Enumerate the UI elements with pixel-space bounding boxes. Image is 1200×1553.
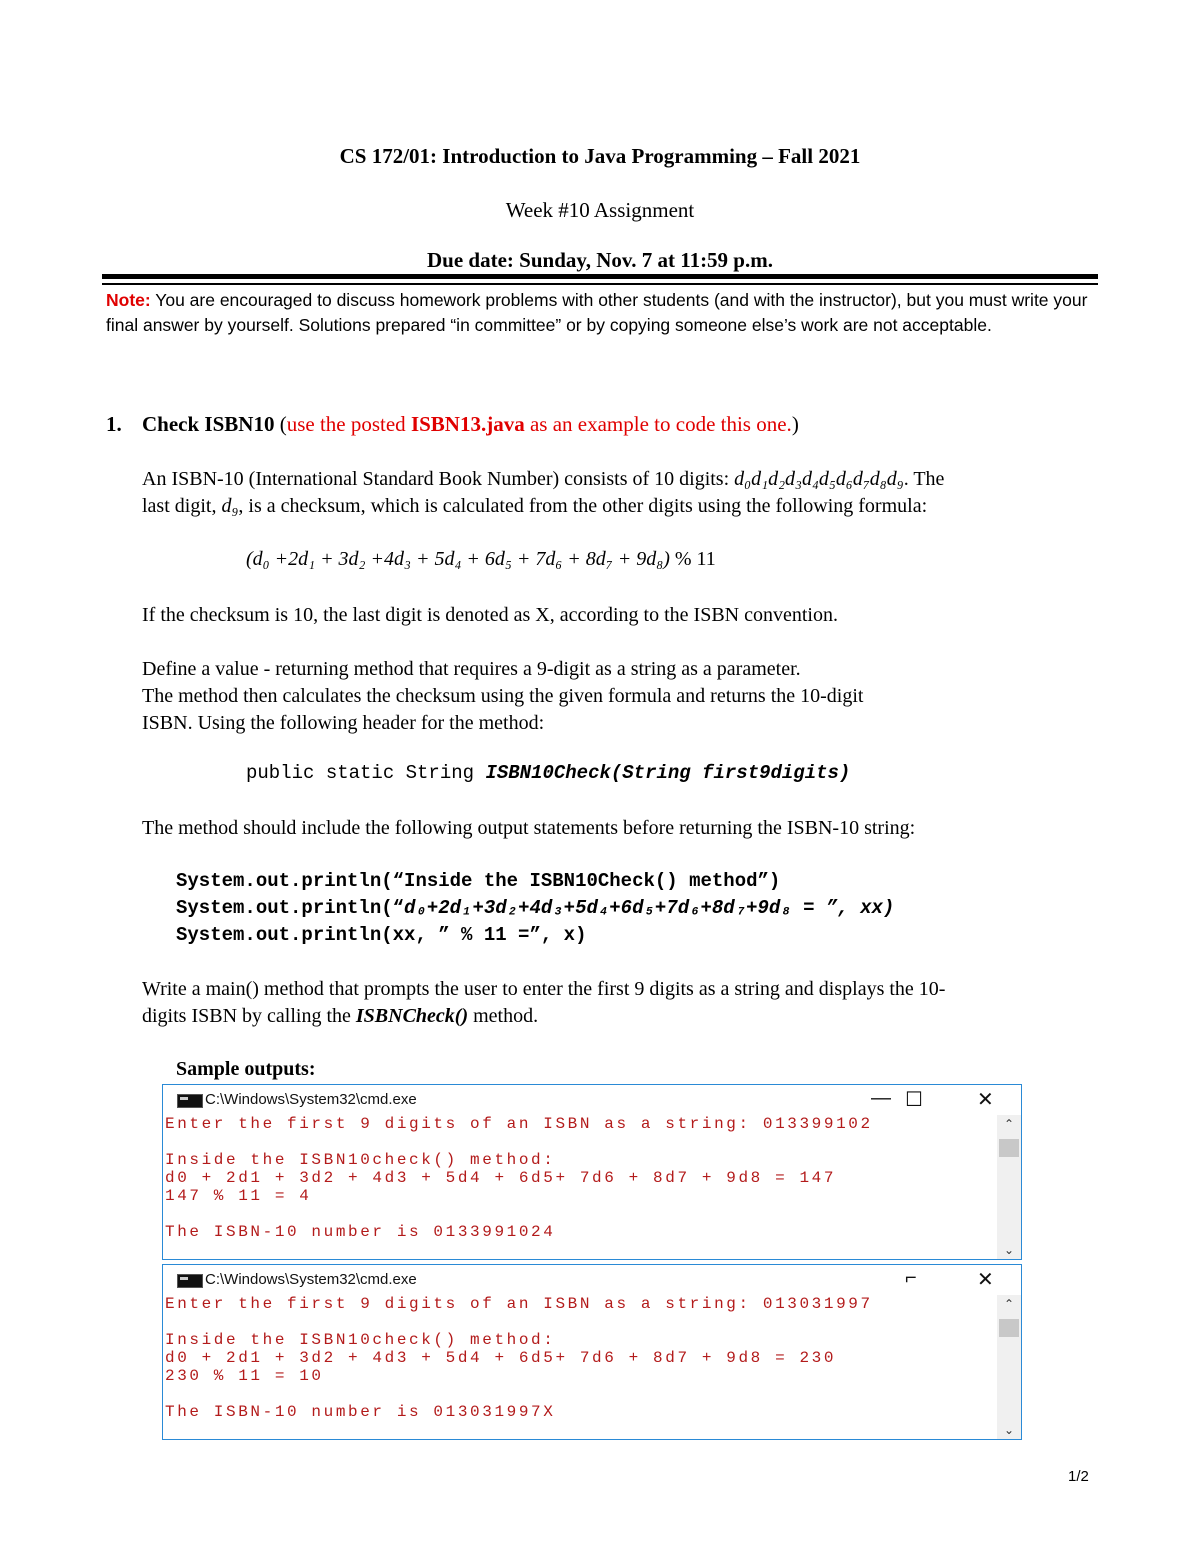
output-code-block [176,868,894,949]
code-line-2-b: d₀+2d₁+3d₂+4d₃+5d₄+6d₅+7d₆+8d₇+9d₈ = ”, xx) [404,897,895,919]
method-header-b: ISBN10Check(String first9digits) [485,762,851,784]
close-icon[interactable]: ✕ [977,1269,994,1291]
code-line-3: System.out.println(xx, ” % 11 =”, x) [176,924,587,946]
minimize-icon[interactable]: — [871,1087,891,1109]
hint-text-a: use the posted [286,412,411,436]
console-titlebar [163,1265,1021,1295]
cmd-icon [177,1094,203,1108]
formula-mod: % 11 [669,548,716,570]
formula-expression: (d₀ +2d₁ + 3d₂ +4d₃ + 5d₄ + 6d₅ + 7d₆ + 8d₇ + 9d₈) [246,548,670,570]
divider-thick [102,274,1098,279]
method-name: ISBNCheck() [355,1005,469,1027]
page-number: 1/2 [1068,1468,1089,1485]
assignment-title: Week #10 Assignment [505,198,695,222]
intro-text-a: An ISBN-10 (International Standard Book Number) consists of 10 digits: [142,468,735,490]
note-label: Note: [106,290,151,310]
console-output: Enter the first 9 digits of an ISBN as a string: 013031997 Inside the ISBN10check() method: d0 + 2d1 + 3d2 + 4d3 + 5d4 + 6d5+ 7d6 + 8d7 + 9d8 = 230 230 % 11 = 10 The ISBN-10 number is 013031997X [165,1295,873,1421]
intro-text-b: . The [903,468,945,490]
method-def-line1: Define a value - returning method that requires a 9-digit as a string as a parameter. [142,658,801,680]
console-titlebar [163,1085,1021,1115]
maximize-icon[interactable]: ☐ [905,1089,923,1111]
console-scrollbar[interactable] [997,1115,1021,1259]
cmd-icon [177,1274,203,1288]
scroll-up-icon[interactable]: ⌃ [1003,1117,1015,1131]
paragraph-method-def [142,656,1102,737]
main-method-line2-b: method. [468,1005,539,1027]
sample-outputs-label: Sample outputs: [176,1058,316,1080]
method-def-line2: The method then calculates the checksum using the given formula and returns the 10-digit [142,685,864,707]
console-window-1 [162,1084,1022,1260]
note-text: You are encouraged to discuss homework problems with other students (and with the instructor), but you must write your final answer by yourself. Solutions prepared “in committee” or by copying someone else’s work are not acceptable. [106,290,1088,335]
note-paragraph [106,288,1096,338]
paragraph-isbn-intro [142,466,1102,520]
paragraph-checksum-x: If the checksum is 10, the last digit is denoted as X, according to the ISBN convention. [142,604,838,626]
paren-open: ( [274,412,287,436]
last-digit: d₉ [221,495,239,517]
method-header-code [246,762,850,784]
paren-close: ) [791,412,799,436]
scroll-down-icon[interactable]: ⌄ [1003,1243,1015,1257]
question-number: 1. [106,412,122,436]
console-window-2 [162,1264,1022,1440]
scroll-down-icon[interactable]: ⌄ [1003,1423,1015,1437]
console-title: C:\Windows\System32\cmd.exe [205,1271,417,1288]
code-line-2 [176,895,894,922]
intro-line2-a: last digit, [142,495,222,517]
hint-file: ISBN13.java [410,412,525,436]
hint-text-b: as an example to code this one. [524,412,792,436]
main-method-line2-a: digits ISBN by calling the [142,1005,356,1027]
checksum-formula [246,548,716,571]
question-heading [106,412,799,437]
console-scrollbar[interactable] [997,1295,1021,1439]
paragraph-main-method [142,976,1102,1030]
question-title: Check ISBN10 [142,412,275,436]
intro-line2-b: , is a checksum, which is calculated from the other digits using the following formula: [238,495,928,517]
main-method-line1: Write a main() method that prompts the user to enter the first 9 digits as a string and displays the 10- [142,978,946,1000]
scroll-thumb[interactable] [999,1319,1019,1337]
due-date: Due date: Sunday, Nov. 7 at 11:59 p.m. [427,248,773,272]
console-title: C:\Windows\System32\cmd.exe [205,1091,417,1108]
close-icon[interactable]: ✕ [977,1089,994,1111]
scroll-up-icon[interactable]: ⌃ [1003,1297,1015,1311]
scroll-thumb[interactable] [999,1139,1019,1157]
method-def-line3: ISBN. Using the following header for the method: [142,712,545,734]
course-title: CS 172/01: Introduction to Java Programming – Fall 2021 [339,144,861,168]
code-line-2-a: System.out.println(“ [176,897,405,919]
divider-thin [102,283,1098,285]
method-header-a: public static String [246,762,486,784]
maximize-icon[interactable]: ⌐ [905,1267,917,1289]
code-line-1: System.out.println(“Inside the ISBN10Check() method”) [176,870,781,892]
paragraph-output-statements: The method should include the following output statements before returning the ISBN-10 string: [142,817,916,839]
console-output: Enter the first 9 digits of an ISBN as a string: 013399102 Inside the ISBN10check() method: d0 + 2d1 + 3d2 + 4d3 + 5d4 + 6d5+ 7d6 + 8d7 + 9d8 = 147 147 % 11 = 4 The ISBN-10 number is 0133991024 [165,1115,873,1241]
digit-sequence: d₀d₁d₂d₃d₄d₅d₆d₇d₈d₉ [734,468,904,490]
